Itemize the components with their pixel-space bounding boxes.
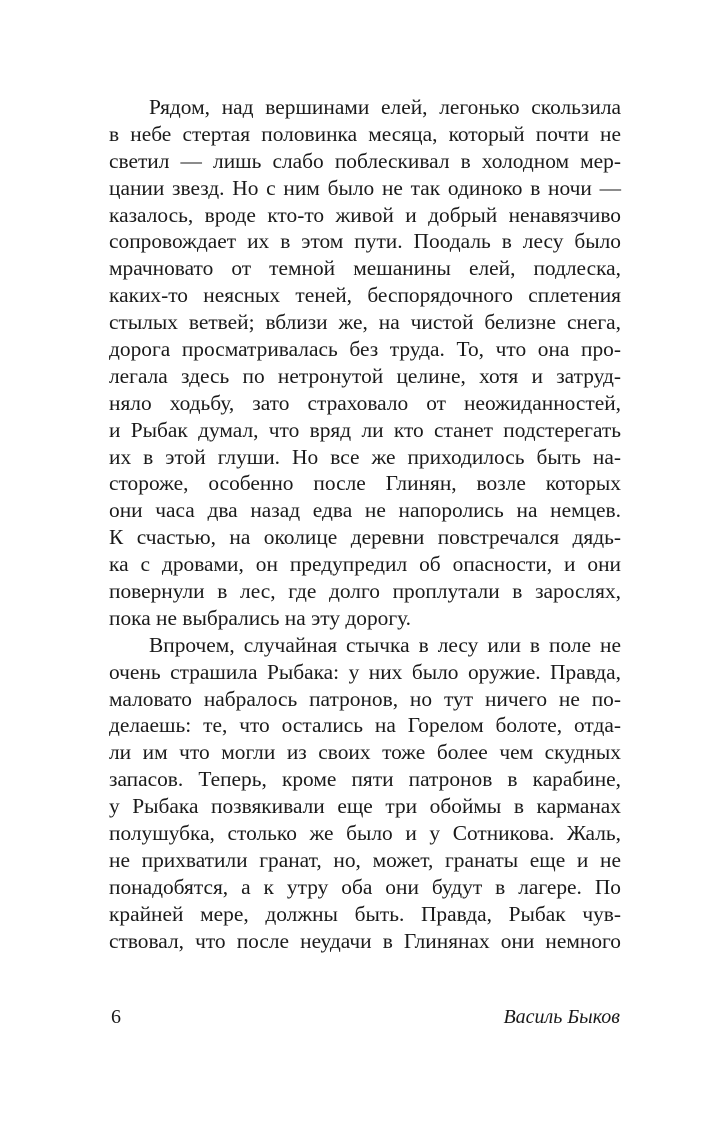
- text-line: в небе стертая половинка месяца, который почти не: [109, 121, 621, 146]
- text-line: стороже, особенно после Глинян, возле которых: [109, 471, 621, 496]
- text-line: легала здесь по нетронутой целине, хотя и затруд-: [109, 363, 621, 388]
- page-number: 6: [111, 1006, 121, 1028]
- text-line: ли им что могли из своих тоже более чем скудных: [109, 740, 621, 765]
- text-line: мрачновато от темной мешанины елей, подлеска,: [109, 256, 621, 281]
- text-line: и Рыбак думал, что вряд ли кто станет подстерегать: [109, 417, 621, 442]
- text-line: ствовал, что после неудачи в Глинянах они немного: [109, 928, 621, 953]
- text-line: крайней мере, должны быть. Правда, Рыбак чув-: [109, 901, 621, 926]
- paragraph-2: [109, 632, 621, 955]
- text-line: очень страшила Рыбака: у них было оружие. Правда,: [109, 659, 621, 684]
- running-footer-author: Василь Быков: [503, 1006, 620, 1028]
- text-line: понадобятся, а к утру оба они будут в лагере. По: [109, 874, 621, 899]
- text-line: К счастью, на околице деревни повстречался дядь-: [109, 525, 621, 550]
- text-line: повернули в лес, где долго проплутали в зарослях,: [109, 579, 621, 604]
- text-line: полушубка, столько же было и у Сотникова. Жаль,: [109, 821, 621, 846]
- text-line: няло ходьбу, зато страховало от неожиданностей,: [109, 390, 621, 415]
- text-line: ка с дровами, он предупредил об опасности, и они: [109, 552, 621, 577]
- text-line: дорога просматривалась без труда. То, что она про-: [109, 337, 621, 362]
- text-line: каких-то неясных теней, беспорядочного сплетения: [109, 283, 621, 308]
- body-text: [109, 94, 621, 955]
- text-line: они часа два назад едва не напоролись на немцев.: [109, 498, 621, 523]
- text-line: светил — лишь слабо поблескивал в холодном мер-: [109, 148, 621, 173]
- text-line: запасов. Теперь, кроме пяти патронов в карабине,: [109, 767, 621, 792]
- paragraph-1: [109, 94, 621, 632]
- text-line: цании звезд. Но с ним было не так одиноко в ночи —: [109, 175, 621, 200]
- text-line: их в этой глуши. Но все же приходилось быть на-: [109, 444, 621, 469]
- text-line: у Рыбака позвякивали еще три обоймы в карманах: [109, 794, 621, 819]
- text-line: казалось, вроде кто-то живой и добрый ненавязчиво: [109, 202, 621, 227]
- text-line: маловато набралось патронов, но тут ничего не по-: [109, 686, 621, 711]
- text-line: сопровождает их в этом пути. Поодаль в лесу было: [109, 229, 621, 254]
- text-line: пока не выбрались на эту дорогу.: [109, 605, 412, 630]
- text-line: Рядом, над вершинами елей, легонько скользила: [149, 95, 621, 119]
- text-line: стылых ветвей; вблизи же, на чистой белизне снега,: [109, 310, 621, 335]
- text-line: не прихватили гранат, но, может, гранаты еще и не: [109, 847, 621, 872]
- text-line: делаешь: те, что остались на Горелом болоте, отда-: [109, 713, 621, 738]
- text-line: Впрочем, случайная стычка в лесу или в поле не: [149, 632, 621, 657]
